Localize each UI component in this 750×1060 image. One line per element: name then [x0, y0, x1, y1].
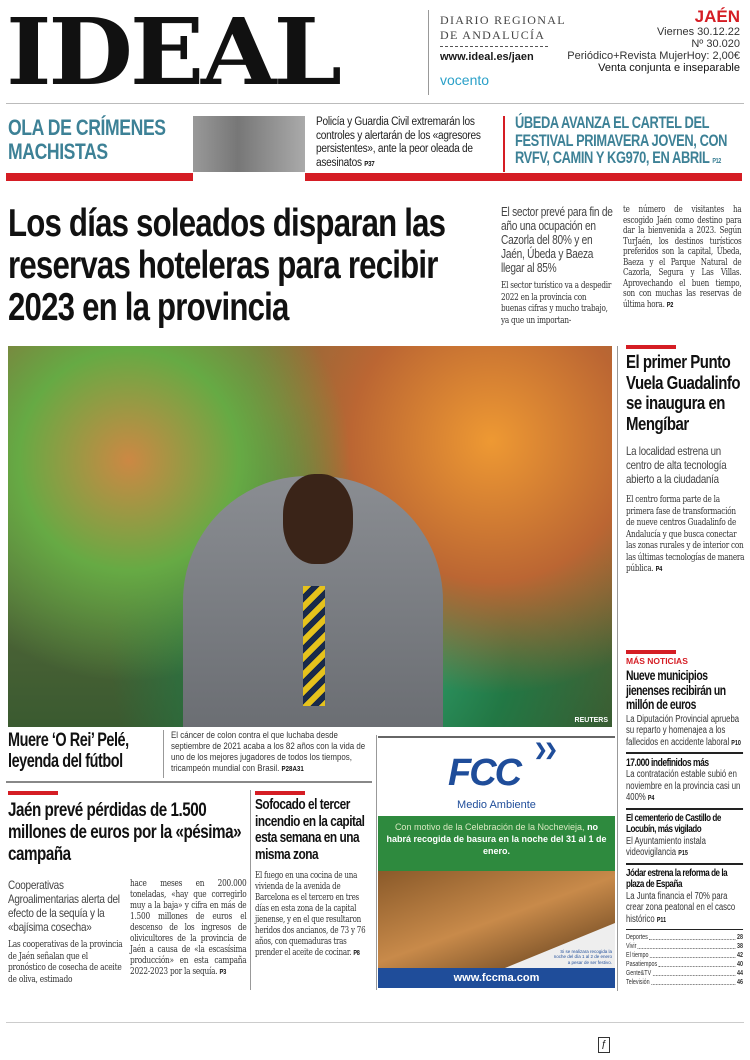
index	[626, 933, 743, 987]
issue-number: Nº 30.020	[691, 38, 740, 50]
page-ref: P3	[219, 969, 227, 976]
website-link[interactable]: www.ideal.es/jaen	[440, 51, 534, 63]
index-item[interactable]	[626, 960, 743, 969]
text: hace meses en 200.000 toneladas, «hay que corregirlo muy a la baja» y cifra en más de 1.500 millones de euros el descenso de los ingresos de olivicultores de la provincia de Jaén a causa de «la escasísima producción» en esta campaña 2022-2023 por la sequía.	[130, 879, 247, 977]
champagne-photo	[378, 871, 615, 968]
mas-noticias-label: MÁS NOTICIAS	[626, 656, 688, 666]
divider	[250, 790, 251, 990]
top-right-title[interactable]	[515, 115, 741, 171]
text: ÚBEDA AVANZA EL CARTEL DEL FESTIVAL PRIMAVERA JOVEN, CON RVFV, CAMIN Y KG970, EN ABRIL	[515, 114, 728, 167]
red-bar	[626, 345, 676, 349]
text: te número de visitantes ha escogido Jaén como destino para dar la bienvenida a 2023. Según TurJaén, los destinos turísticos preferidos son la capital, Úbeda, Baeza y el Parque Natural de Cazorla, Segura y Las Villas. Aprovechando el buen tiempo, son con muchas las reservas de última hora.	[623, 205, 742, 310]
page-ref: P15	[678, 850, 688, 857]
ad-note: Si se realizara recogida la noche del día 1 al 2 de enero a pesar de ser festivo.	[553, 948, 612, 965]
date: Viernes 30.12.22	[657, 26, 740, 38]
index-label: Televisión	[626, 979, 650, 986]
divider	[378, 736, 615, 738]
divider	[6, 781, 372, 783]
index-page: 44	[737, 970, 744, 977]
index-label: Vivir	[626, 943, 637, 950]
olive-body-2	[130, 879, 246, 978]
page-badge-icon: ƒ	[598, 1037, 610, 1053]
divider	[376, 735, 377, 990]
index-page: 38	[737, 943, 744, 950]
news-title: El cementerio de Castillo de Locubín, más vigilado	[626, 811, 721, 835]
lead-body-2	[623, 205, 741, 311]
red-bar	[626, 650, 676, 654]
page-ref: P8	[353, 950, 360, 957]
guadalinfo-body	[626, 495, 744, 576]
olive-column-1	[8, 878, 123, 986]
ad-message	[378, 816, 615, 871]
page-ref: P2	[666, 301, 674, 309]
title-line: MACHISTAS	[8, 139, 108, 164]
page-ref: P11	[656, 916, 667, 924]
news-item[interactable]	[626, 813, 743, 865]
chevron-icon: ❯❯	[534, 742, 555, 759]
index-item[interactable]	[626, 969, 743, 978]
divider	[6, 1022, 744, 1023]
fire-body	[255, 871, 372, 959]
title-line: OLA DE CRÍMENES	[8, 115, 166, 140]
text: Policía y Guardia Civil extremarán los controles y alertarán de los «agresores persistentes», ante la peor oleada de asesinatos	[316, 116, 481, 169]
index-item[interactable]	[626, 951, 743, 960]
figure-head	[283, 474, 353, 564]
news-text: La Junta financia el 70% para crear zona peatonal en el casco histórico	[626, 890, 736, 925]
index-item[interactable]	[626, 933, 743, 942]
guadalinfo-headline[interactable]: El primer Punto Vuela Guadalinfo se inaugura en Mengíbar	[626, 351, 741, 434]
news-item[interactable]	[626, 757, 743, 810]
index-label: Deportes	[626, 934, 648, 941]
news-title: Nueve municipios jienenses recibirán un millón de euros	[626, 668, 726, 712]
red-bar	[305, 173, 742, 181]
page-ref: P4	[655, 566, 663, 573]
pele-caption	[171, 730, 372, 775]
text: El centro forma parte de la primera fase de transformación de nueve centros Guadalinfo de Andalucía y que busca conectar las zonas rurales y de interior con las últimas tecnologías de manera pública.	[626, 495, 745, 574]
pele-photo	[8, 346, 612, 727]
news-title: 17.000 indefinidos más	[626, 757, 709, 769]
olive-body-1: Las cooperativas de la provincia de Jaén señalan que el pronóstico de cosecha de aceite de oliva, estimado	[8, 940, 123, 985]
news-text: La Diputación Provincial aprueba su reparto y homenajea a los fallecidos en accidente laboral	[626, 713, 740, 748]
fire-headline[interactable]: Sofocado el tercer incendio en la capital esta semana en una misma zona	[255, 796, 365, 863]
top-left-title[interactable]	[8, 116, 189, 164]
tagline-line-2: DE ANDALUCÍA	[440, 28, 546, 42]
text: El fuego en una cocina de una vivienda de la avenida de Barcelona es el tercero en tres días en esta zona de la capital jienense, y en el que resultaron heridos dos ancianos, de 73 y 76 años, con quemaduras tras prender el aceite de cocinar.	[255, 871, 366, 958]
tagline-line-1: DIARIO REGIONAL	[440, 13, 566, 27]
brand: FCC	[448, 752, 521, 794]
photo-credit: REUTERS	[574, 717, 608, 724]
price: Periódico+Revista MujerHoy: 2,00€	[567, 50, 740, 62]
guadalinfo-story	[626, 352, 744, 576]
page-ref: P37	[364, 160, 375, 168]
index-label: Pasatiempos	[626, 961, 658, 968]
ad-url[interactable]: www.fccma.com	[378, 968, 615, 988]
top-left-text[interactable]	[316, 116, 501, 171]
sale-note: Venta conjunta e inseparable	[598, 62, 740, 74]
message-text: Con motivo de la Celebración de la Nochevieja,	[394, 822, 585, 832]
news-text: El Ayuntamiento instala videovigilancia	[626, 835, 706, 858]
index-page: 46	[737, 979, 744, 986]
index-item[interactable]	[626, 942, 743, 951]
news-item[interactable]	[626, 669, 743, 754]
police-photo	[193, 116, 305, 172]
index-page: 40	[737, 961, 744, 968]
divider	[6, 103, 744, 104]
red-bar	[6, 173, 193, 181]
divider	[503, 116, 505, 172]
fcc-advertisement[interactable]	[378, 736, 615, 988]
text: El cáncer de colon contra el que luchaba desde septiembre de 2021 acaba a los 82 años con la vida de uno de los mejores jugadores de todos los tiempos, tricampeón mundial con Brasil.	[171, 730, 366, 773]
page-ref: P28A31	[281, 766, 304, 773]
fire-story	[255, 797, 372, 959]
news-item[interactable]	[626, 868, 743, 931]
pele-headline[interactable]: Muere ‘O Rei’ Pelé, leyenda del fútbol	[8, 729, 129, 772]
index-page: 42	[737, 952, 744, 959]
page-ref: P4	[647, 795, 655, 802]
divider	[428, 10, 429, 95]
lead-headline[interactable]: Los días soleados disparan las reservas hoteleras para recibir 2023 en la provincia	[8, 202, 446, 329]
divider	[163, 730, 164, 778]
page-ref: P10	[731, 739, 741, 747]
newspaper-logo: IDEAL	[6, 0, 339, 106]
red-bar	[8, 791, 58, 795]
vocento-logo: vocento	[440, 72, 490, 88]
figure-tie	[303, 586, 325, 706]
divider	[440, 46, 548, 47]
ad-division: Medio Ambiente	[457, 799, 536, 811]
fcc-logo	[448, 752, 520, 794]
news-text: La contratación estable subió en noviembre en la provincia casi un 400%	[626, 769, 741, 803]
index-label: Gente&TV	[626, 970, 652, 977]
red-bar	[255, 791, 305, 795]
lead-body-1: El sector turístico va a despedir 2022 en la provincia con buenas cifras y mucho trabajo, ya que un importan-	[501, 281, 612, 326]
tagline	[440, 13, 566, 43]
edition-info	[567, 8, 740, 74]
lead-column-1	[501, 205, 613, 327]
index-label: El tiempo	[626, 952, 649, 959]
edition-city: JAÉN	[694, 7, 740, 26]
divider	[617, 346, 618, 991]
olive-headline[interactable]: Jaén prevé pérdidas de 1.500 millones de euros por la «pésima» campaña	[8, 799, 242, 865]
lead-subhead: El sector prevé para fin de año una ocupación en Cazorla del 80% y en Jaén, Úbeda y Baeza llegar al 85%	[501, 205, 613, 275]
news-title: Jódar estrena la reforma de la plaza de España	[626, 866, 728, 890]
index-item[interactable]	[626, 978, 743, 987]
page-ref: P12	[712, 158, 721, 165]
mas-noticias-list	[626, 669, 743, 987]
olive-subhead: Cooperativas Agroalimentarias alerta del efecto de la sequía y la «bajísima cosecha»	[8, 878, 120, 934]
message-text: no habrá recogida de basura en la noche del 31 al 1 de enero.	[386, 822, 607, 856]
guadalinfo-subhead: La localidad estrena un centro de alta tecnología abierto a la ciudadanía	[626, 444, 727, 486]
index-page: 28	[737, 934, 744, 941]
